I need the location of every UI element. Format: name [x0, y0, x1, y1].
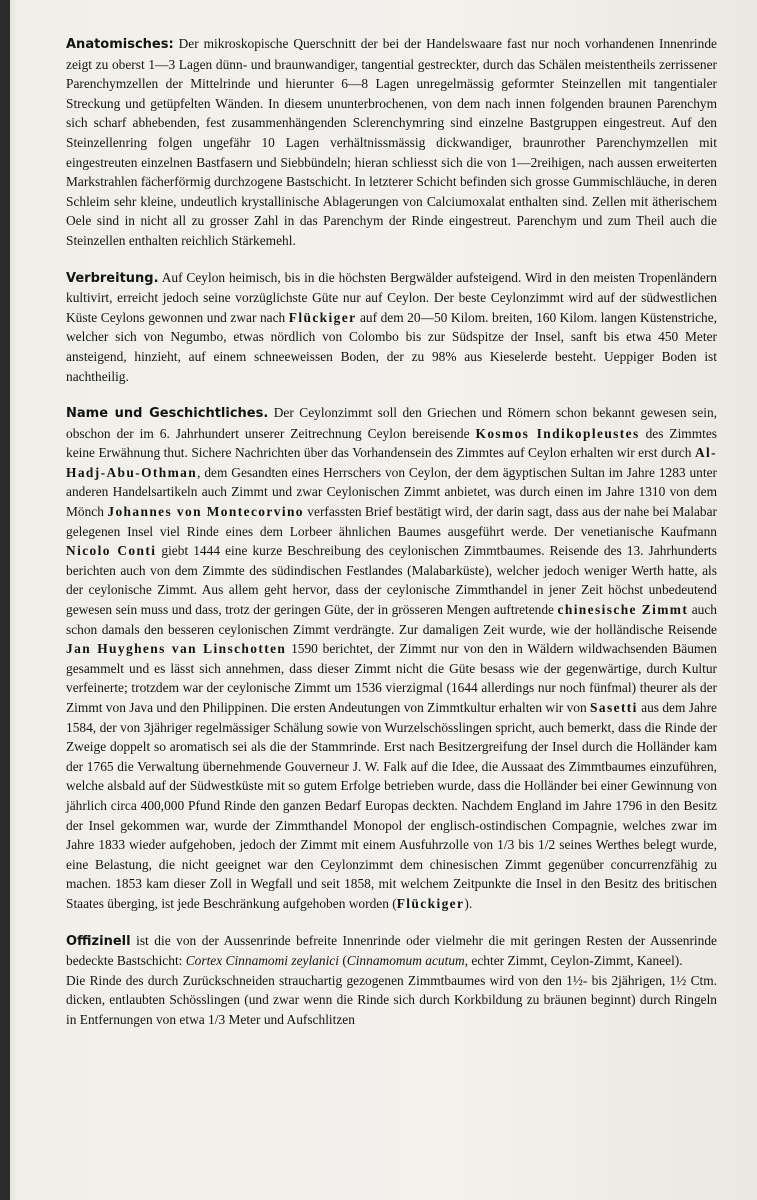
body-text: auf dem 20—50 Kilom. breiten, 160 Kilom. langen Küstenstriche, welcher sich von Negumbo, etwas nördlich von Colombo bis zur Südspitze der Insel, sanft bis etwa 450 Meter ansteigend, hinzieht, auf einem schneeweissen Boden, der zu 98% aus Kieselerde besteht. Ueppiger Boden ist nachtheilig. [66, 309, 718, 384]
person-name: Al-Hadj-Abu-Othman [66, 445, 717, 480]
paragraph [66, 931, 717, 971]
body-text: Auf Ceylon heimisch, bis in die höchsten Bergwälder aufsteigend. Wird in den meisten Tropenländern kultivirt, erreicht jedoch seine vorzüglichste Güte nur auf Ceylon. Der beste Ceylonzimmt wird auf der südwestlichen Küste Ceylons gewonnen und zwar nach [66, 269, 718, 325]
person-name: Johannes von Montecorvino [107, 504, 304, 520]
body-text: Der mikroskopische Querschnitt der bei der Handelswaare fast nur noch vorhandenen Innenrinde zeigt zu oberst 1—3 Lagen dünn- und braunwandiger, tangential gestreckter, durch das Schälen meistentheils zerrissener Parenchymzellen der Mittelrinde und hierunter 6—8 Lagen unregelmässig geformter Steinzellen mit tangentialer Streckung und getüpfelten Wänden. In diesem ununterbrochenen, von dem nach innen folgenden braunen Parenchym sich scharf abhebenden, fest zusammenhängenden Sclerenchymring sind einzelne Bastgruppen eingestreut. Auf den Steinzellenring folgen ungefähr 10 Lagen verhältnissmässig dickwandiger, braunrother Parenchymzellen mit eingestreuten einzelnen Bastfasern und Siebbündeln; hieran schliesst sich die von 1—2reihigen, nach aussen erweiterten Markstrahlen fächerförmig durchzogene Bastschicht. In letzterer Schicht befinden sich grosse Gummischläuche, in deren Schleim sehr kleine, undeutlich krystallinische Ablagerungen von Calciumoxalat enthalten sind. Zellen mit ätherischem Oele sind in nicht all zu grosser Zahl in das Parenchym der Rinde eingestreut. Parenchym und zum Theil auch die Steinzellen enthalten reichlich Stärkemehl. [66, 36, 717, 248]
latin-name: Cortex Cinnamomi zeylanici [185, 953, 339, 969]
person-name: Kosmos Indikopleustes [475, 425, 640, 441]
person-name: Nicolo Conti [66, 543, 157, 559]
body-text: verfassten Brief bestätigt wird, der darin sagt, dass aus der nahe bei Malabar gelegenen Insel viel Rinde eines dem Lorbeer ähnlichen Baumes ausgeführt werde. Der venetianische Kaufmann [66, 504, 717, 539]
person-name: Jan Huyghens van Linschotten [66, 641, 287, 657]
latin-name: Cinnamomum acutum [346, 953, 465, 969]
section-heading: Anatomisches: [66, 37, 174, 52]
person-name: Flückiger [396, 895, 465, 911]
section-heading: Name und Geschichtliches. [66, 406, 269, 422]
section-heading: Offizinell [66, 933, 131, 949]
body-text: 1590 berichtet, der Zimmt nur von den in Wäldern wildwachsenden Bäumen gesammelt und es lässt sich annehmen, dass dieser Zimmt nicht die Güte besass wie der gegenwärtige, durch Kultur verfeinerte; trotzdem war der ceylonische Zimmt um 1536 vierzigmal (1644 allerdings nur noch fünfmal) theurer als der Zimmt von Java und den Philippinen. Die ersten Andeutungen von Zimmtkultur erhalten wir von [66, 641, 717, 715]
paragraph [66, 34, 717, 251]
section-heading: Verbreitung. [66, 270, 159, 286]
paragraph [66, 268, 717, 387]
section-geschichte [66, 403, 717, 913]
body-text: , dem Gesandten eines Herrschers von Ceylon, der dem ägyptischen Sultan im Jahre 1283 unter anderen Handelsartikeln auch Zimmt und zwar Ceylonischen Zimmt anbietet, was durch einen im Jahre 1310 von dem Mönch [66, 464, 717, 520]
body-text: ist die von der Aussenrinde befreite Innenrinde oder vielmehr die mit geringen Resten der Aussenrinde bedeckte Bastschicht: [66, 932, 717, 969]
section-offizinell [66, 931, 717, 1030]
section-anatomisches [66, 34, 717, 251]
body-text: des Zimmtes keine Erwähnung thut. Sichere Nachrichten über das Vorhandensein des Zimmtes auf Ceylon erhalten wir erst durch [66, 425, 718, 461]
person-name: Flückiger [288, 309, 357, 325]
body-text: aus dem Jahre 1584, der von 3jähriger regelmässiger Schälung sowie von Wurzelschösslingen spricht, auch bemerkt, dass die Rinde der Zweige doppelt so aromatisch sei als die der Stammrinde. Erst nach Besitzergreifung der Insel durch die Holländer kam der 1765 die Verwaltung übernehmende Gouverneur J. W. Falk auf die Idee, die Aussaat des Zimmtbaumes einzuführen, welche alsbald auf der Südwestküste mit so gutem Erfolge betrieben wurde, dass die Holländer bei einer Gewinnung von jährlich circa 400,000 Pfund Rinde den ganzen Bedarf Europas deckten. Nachdem England im Jahre 1796 in den Besitz der Insel gekommen war, wurde der Zimmthandel Monopol der englisch-ostindischen Compagnie, welches zwar im Jahre 1833 wieder aufgehoben, jedoch der Zimmt mit einem Ausfuhrzolle von 1/3 bis 1/2 seines Werthes belegt wurde, eine Belastung, die nicht geeignet war den Ceylonzimmt dem chinesischen Zimmt gegenüber concurrenzfähig zu machen. 1853 kam dieser Zoll in Wegfall und seit 1858, mit welchem Zeitpunkte die Insel in den Besitz des britischen Staates überging, ist jede Beschränkung aufgehoben worden ( [66, 700, 718, 911]
paragraph: Die Rinde des durch Zurückschneiden strauchartig gezogenen Zimmtbaumes wird von den 1½- bis 2jährigen, 1½ Ctm. dicken, entlaubten Schösslingen (und zwar wenn die Rinde sich durch Korkbildung zu bräunen beginnt) durch Ringeln in Entfernungen von etwa 1/3 Meter und Aufschlitzen [66, 972, 717, 1027]
body-text: ( [338, 953, 347, 969]
body-text: Der Ceylonzimmt soll den Griechen und Römern schon bekannt gewesen sein, obschon der im 6. Jahrhundert unserer Zeitrechnung Ceylon bereisende [66, 405, 717, 441]
section-verbreitung [66, 268, 717, 387]
body-text: , echter Zimmt, Ceylon-Zimmt, Kaneel). [464, 953, 683, 969]
body-text: auch schon damals den besseren ceylonischen Zimmt verdrängte. Zur damaligen Zeit wurde, wie der holländische Reisende [66, 602, 717, 637]
paragraph [66, 403, 717, 913]
body-text: ). [464, 895, 473, 911]
person-name: Sasetti [590, 700, 638, 715]
emphasized-term: chinesische Zimmt [557, 602, 689, 618]
body-text: giebt 1444 eine kurze Beschreibung des ceylonischen Zimmtbaumes. Reisende des 13. Jahrhunderts berichten auch von dem Zimmte des südindischen Festlandes (Malabarküste), welcher jedoch weniger Werth hatte, als der ceylonische Zimmt. Aus allem geht hervor, dass der ceylonische Zimmthandel in jener Zeit höchst unbedeutend gewesen sein muss und dass, trotz der geringen Güte, der in grösseren Mengen auftretende [66, 543, 717, 618]
